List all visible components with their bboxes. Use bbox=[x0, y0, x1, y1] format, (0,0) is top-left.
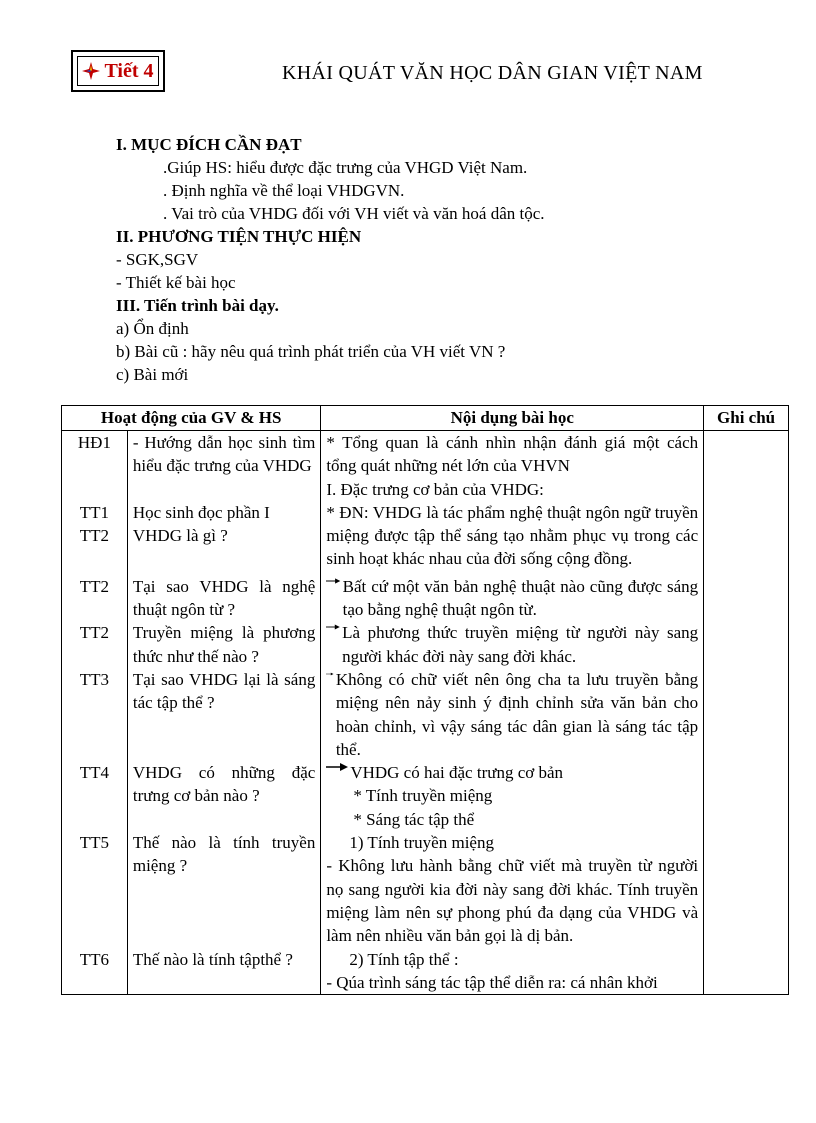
process-item: a) Ổn định bbox=[116, 319, 189, 338]
process-item: c) Bài mới bbox=[116, 365, 189, 384]
compass-star-icon bbox=[82, 62, 100, 80]
notes-cell bbox=[704, 621, 789, 668]
right-arrow-icon bbox=[326, 668, 334, 680]
content-text: * Tính truyền miệng bbox=[353, 786, 493, 806]
activity-text: Thế nào là tính truyền miệng ? bbox=[127, 831, 320, 947]
process-item: b) Bài cũ : hãy nêu quá trình phát triển của VH viết VN ? bbox=[116, 342, 506, 361]
content-text: - Qúa trình sáng tác tập thể diễn ra: cá nhân khởi bbox=[326, 972, 658, 992]
table-header-row bbox=[62, 406, 789, 431]
table-row bbox=[62, 621, 789, 668]
step-code-cell bbox=[62, 501, 128, 571]
notes-cell bbox=[704, 761, 789, 831]
step-code: TT4 bbox=[62, 761, 128, 831]
column-header-content: Nội dụng bài học bbox=[321, 406, 704, 431]
content-text: Là phương thức truyền miệng từ người này sang người khác đời này sang đời khác. bbox=[342, 623, 699, 666]
table-row bbox=[62, 571, 789, 622]
notes-cell bbox=[704, 668, 789, 761]
content-cell bbox=[321, 668, 704, 761]
activity-text: Tại sao VHDG lại là sáng tác tập thể ? bbox=[127, 668, 320, 761]
table-row bbox=[62, 501, 789, 571]
content-text: Bất cứ một văn bản nghệ thuật nào cũng được sáng tạo bằng nghệ thuật ngôn từ. bbox=[342, 576, 699, 620]
column-header-notes: Ghi chú bbox=[704, 406, 789, 431]
table-row bbox=[62, 761, 789, 831]
notes-cell bbox=[704, 831, 789, 947]
lesson-badge-inner bbox=[77, 56, 159, 86]
arrow-item bbox=[326, 761, 698, 784]
content-text: * Tổng quan là cánh nhìn nhận đánh giá một cách tổng quát những nét lớn của VHVN bbox=[326, 433, 699, 476]
activity-text: Truyền miệng là phương thức như thế nào ? bbox=[127, 621, 320, 668]
step-code: HĐ1 bbox=[62, 431, 128, 501]
activity-text: Tại sao VHDG là nghệ thuật ngôn từ ? bbox=[127, 571, 320, 622]
activity-text: Thế nào là tính tậpthể ? bbox=[127, 948, 320, 995]
means-item: - SGK,SGV bbox=[116, 250, 199, 269]
page-title: KHÁI QUÁT VĂN HỌC DÂN GIAN VIỆT NAM bbox=[282, 62, 703, 84]
content-cell bbox=[321, 571, 704, 622]
lesson-badge bbox=[71, 50, 165, 92]
activity-text: VHDG là gì ? bbox=[132, 526, 228, 546]
content-text: I. Đặc trưng cơ bản của VHDG: bbox=[326, 479, 544, 499]
content-cell bbox=[321, 621, 704, 668]
step-code: TT5 bbox=[62, 831, 128, 947]
activity-text: - Hướng dẫn học sinh tìm hiểu đặc trưng của VHDG bbox=[127, 431, 320, 501]
notes-cell bbox=[704, 431, 789, 501]
lesson-table bbox=[61, 405, 789, 995]
table-row bbox=[62, 668, 789, 761]
content-cell bbox=[321, 431, 704, 501]
content-text: * Sáng tác tập thể bbox=[353, 809, 475, 829]
content-text: 2) Tính tập thể : bbox=[349, 949, 459, 969]
right-arrow-icon bbox=[326, 761, 348, 773]
content-text: - Không lưu hành bằng chữ viết mà truyền từ người nọ sang người kia đời này sang đời khác. Tính truyền miệng làm nên sự phong phú đa dạng của VHDG và làm nên nhiều văn bản gọi là dị bản. bbox=[326, 856, 699, 946]
activity-cell bbox=[127, 501, 320, 571]
step-code: TT2 bbox=[79, 526, 110, 546]
arrow-item bbox=[326, 668, 698, 761]
objective-item: .Giúp HS: hiểu được đặc trưng của VHGD Việt Nam. bbox=[163, 158, 528, 177]
lesson-number: Tiết 4 bbox=[104, 59, 154, 82]
means-item: - Thiết kế bài học bbox=[116, 273, 236, 292]
content-text: 1) Tính truyền miệng bbox=[349, 833, 494, 853]
table-row bbox=[62, 831, 789, 947]
section-heading-means: II. PHƯƠNG TIỆN THỰC HIỆN bbox=[116, 227, 362, 246]
objective-item: . Vai trò của VHDG đối với VH viết và văn hoá dân tộc. bbox=[163, 204, 545, 223]
column-header-activity: Hoạt động của GV & HS bbox=[62, 406, 321, 431]
content-text: * ĐN: VHDG là tác phẩm nghệ thuật ngôn ngữ truyền miệng được tập thể sáng tạo nhằm phục vụ trong các sinh hoạt khác nhau của đời sống cộng đồng. bbox=[321, 501, 704, 571]
objective-item: . Định nghĩa về thể loại VHDGVN. bbox=[163, 181, 405, 200]
content-cell bbox=[321, 831, 704, 947]
activity-text: Học sinh đọc phần I bbox=[132, 502, 270, 522]
notes-cell bbox=[704, 571, 789, 622]
step-code: TT3 bbox=[62, 668, 128, 761]
content-cell bbox=[321, 948, 704, 995]
step-code: TT2 bbox=[62, 621, 128, 668]
section-heading-objectives: I. MỤC ĐÍCH CẦN ĐẠT bbox=[116, 135, 302, 154]
content-cell bbox=[321, 761, 704, 831]
content-text: VHDG có hai đặc trưng cơ bản bbox=[350, 763, 564, 783]
notes-cell bbox=[704, 948, 789, 995]
table-row bbox=[62, 431, 789, 501]
right-arrow-icon bbox=[326, 621, 340, 633]
section-heading-process: III. Tiến trình bài dạy. bbox=[116, 296, 279, 315]
notes-cell bbox=[704, 501, 789, 571]
content-text: Không có chữ viết nên ông cha ta lưu truyền bằng miệng nên nảy sinh ý định chỉnh sửa văn bản cho hoàn chỉnh, vì vậy sáng tác dân gian là sáng tác tập thể. bbox=[335, 669, 699, 759]
step-code: TT1 bbox=[79, 502, 110, 522]
table-row bbox=[62, 948, 789, 995]
step-code: TT2 bbox=[62, 571, 128, 622]
arrow-item bbox=[326, 575, 698, 622]
activity-text: VHDG có những đặc trưng cơ bản nào ? bbox=[127, 761, 320, 831]
step-code: TT6 bbox=[62, 948, 128, 995]
right-arrow-icon bbox=[326, 575, 340, 587]
arrow-item bbox=[326, 621, 698, 668]
